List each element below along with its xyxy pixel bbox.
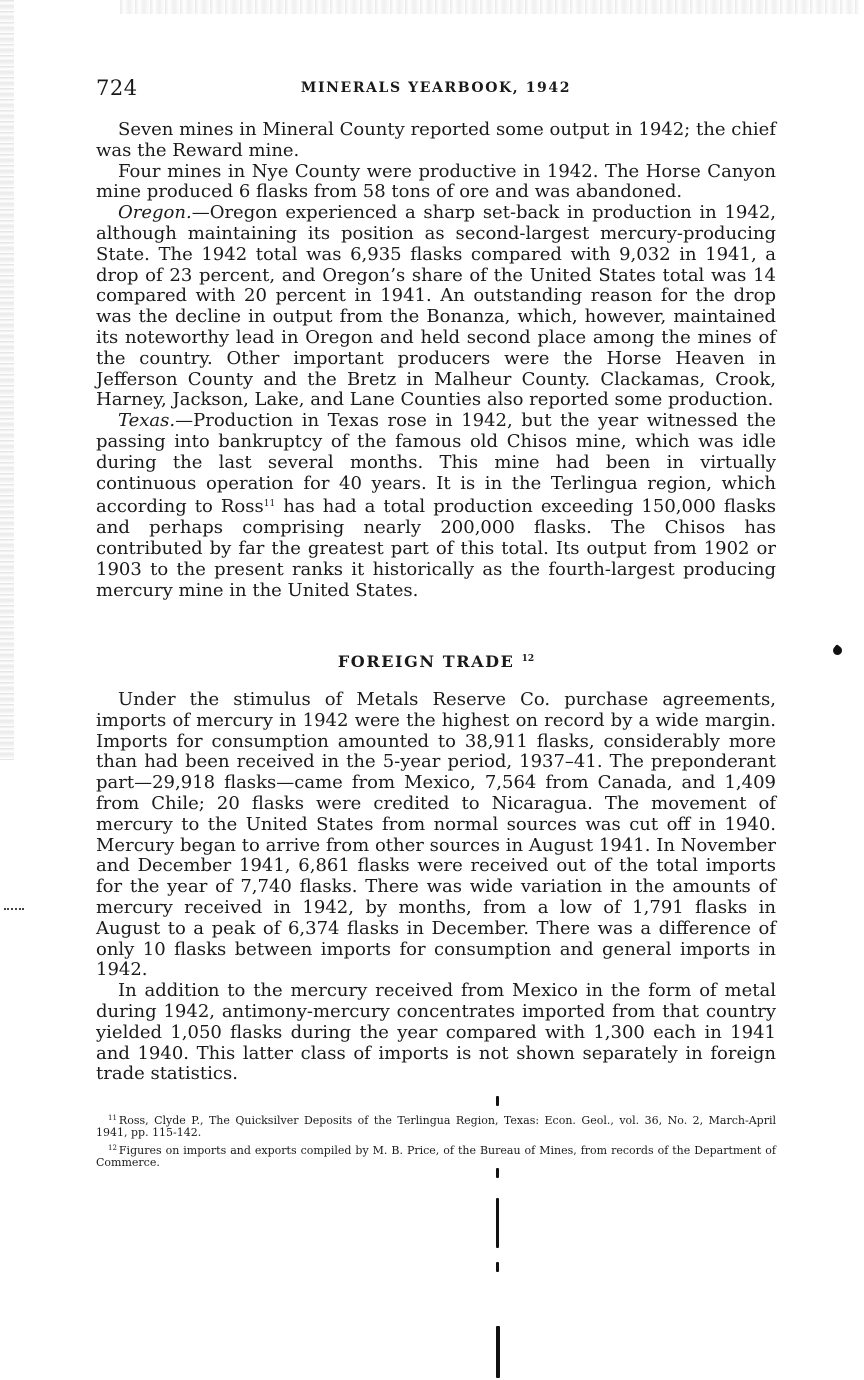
gutter-scan-mark [496,1326,500,1378]
paragraph-imports: Under the stimulus of Metals Reserve Co. purchase agreements, imports of mercury in 1942 were the highest on record by a wide margin. Imports for consumption amounted to 38,911 flasks, considerably more than had been received in the 5-year period, 1937–41. The preponderant part—29,918 flasks—came from Mexico, 7,564 from Canada, and 1,409 from Chile; 20 flasks were credited to Nicaragua. The movement of mercury to the United States from normal sources was cut off in 1940. Mercury began to arrive from other sources in August 1941. In November and December 1941, 6,861 flasks were received out of the total imports for the year of 7,740 flasks. There was wide variation in the amounts of mercury received in 1942, by months, from a low of 1,791 flasks in August to a peak of 6,374 flasks in December. There was a difference of only 10 flasks between imports for consumption and general imports in 1942. [96,689,776,981]
footnote-12 [96,1142,776,1169]
scan-top-noise [120,0,860,14]
paragraph-text: has had a total production exceeding 150,000 flasks and perhaps comprising nearly 200,000 flasks. The Chisos has contributed by far the greatest part of this total. Its output from 1902 or 1903 to the present ranks it historically as the fourth-largest producing mercury mine in the United States. [96,496,776,601]
body-text [96,120,776,601]
footnote-11 [96,1112,776,1139]
footnote-reference-11[interactable]: 11 [263,499,276,510]
section-title: FOREIGN TRADE [337,652,515,671]
paragraph-text: —Production in Texas rose in 1942, but the year witnessed the passing into bankruptcy of the famous old Chisos mine, which was idle during the last several months. This mine had been in virtually continuous operation for 40 years. It is in the Terlingua region, which according to Ross [96,410,776,518]
paragraph-oregon [96,203,776,411]
paragraph-mineral-county [96,120,776,162]
footnote-text: Ross, Clyde P., The Quicksilver Deposits of the Terlingua Region, Texas: Econ. Geol., vol. 36, No. 2, March-April 1941, pp. 115-142. [96,1114,776,1139]
run-in-heading-texas: Texas. [118,410,176,432]
paragraph-text: —Oregon experienced a sharp set-back in production in 1942, although maintaining its position as second-largest mercury-producing State. The 1942 total was 6,935 flasks compared with 9,032 in 1941, a drop of 23 percent, and Oregon’s share of the United States total was 14 compared with 20 percent in 1941. An outstanding reason for the drop was the decline in output from the Bonanza, which, however, maintained its noteworthy lead in Oregon and held second place among the mines of the country. Other important producers were the Horse Heaven in Jefferson County and the Bretz in Malheur County. Clackamas, Crook, Harney, Jackson, Lake, and Lane Counties also reported some production. [96,202,776,411]
run-in-heading-oregon: Oregon. [118,202,192,224]
footnotes [96,1112,776,1172]
scan-edge-noise [0,0,14,760]
foreign-trade-text [96,690,776,1085]
paragraph-texas [96,411,776,601]
section-heading-foreign-trade [96,652,776,671]
footnote-mark: 12 [108,1144,117,1152]
footnote-mark: 11 [108,1114,117,1122]
running-head: MINERALS YEARBOOK, 1942 [300,80,572,96]
paragraph-nye-county [96,162,776,204]
margin-scan-mark [4,908,24,913]
margin-bullet-mark [831,644,844,657]
page-header [96,76,776,102]
gutter-scan-mark [496,1198,499,1248]
paragraph-text: Seven mines in Mineral County reported some output in 1942; the chief was the Reward mine. [96,119,776,161]
gutter-scan-mark [496,1262,499,1272]
footnote-reference-12[interactable]: 12 [521,654,535,664]
gutter-scan-mark [496,1168,499,1178]
paragraph-concentrates: In addition to the mercury received from Mexico in the form of metal during 1942, antimony-mercury concentrates imported from that country yielded 1,050 flasks during the year compared with 1,300 each in 1941 and 1940. This latter class of imports is not shown separately in foreign trade statistics. [96,980,776,1085]
gutter-scan-mark [496,1096,499,1106]
page-number: 724 [96,76,138,100]
paragraph-text: Four mines in Nye County were productive in 1942. The Horse Canyon mine produced 6 flasks from 58 tons of ore and was abandoned. [96,160,776,203]
footnote-text: Figures on imports and exports compiled by M. B. Price, of the Bureau of Mines, from records of the Department of Commerce. [96,1144,776,1169]
